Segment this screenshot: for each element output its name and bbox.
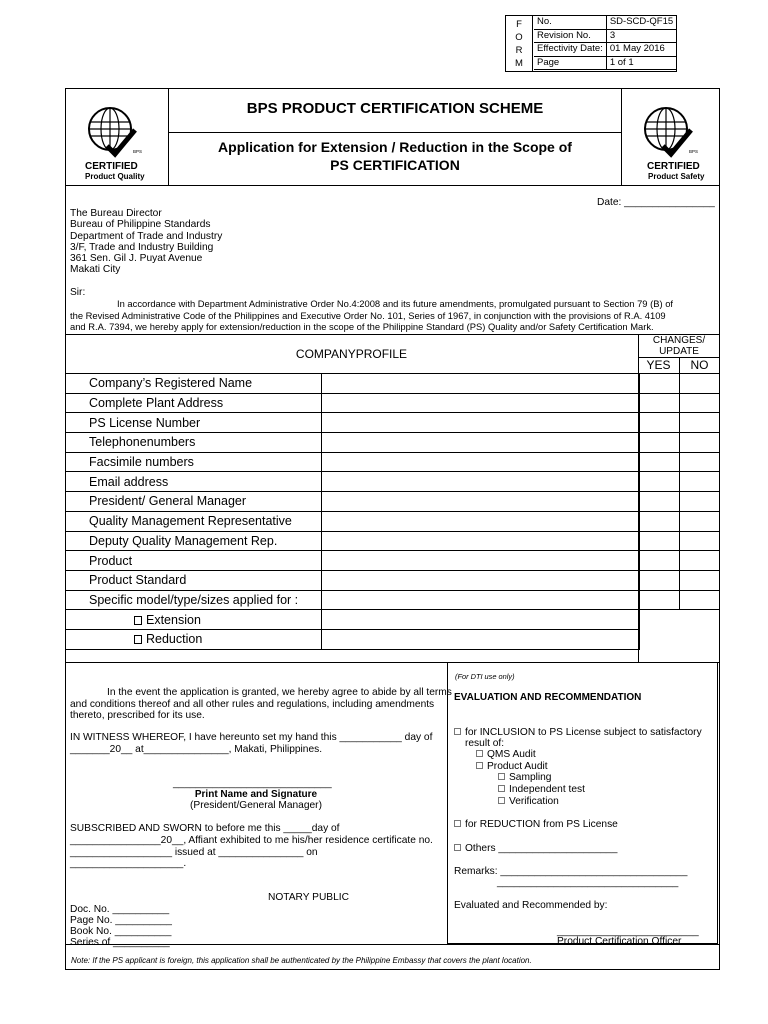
row-label: President/ General Manager	[66, 492, 322, 512]
table-row	[66, 452, 720, 472]
qms-audit-option[interactable]: QMS Audit	[476, 749, 536, 760]
checkbox-icon[interactable]	[498, 785, 505, 792]
remarks-field[interactable]: Remarks: _________________________________	[454, 866, 688, 877]
sampling-option[interactable]: Sampling	[498, 772, 551, 783]
officer-label: Product Certification Officer	[557, 936, 682, 947]
qmr-input[interactable]	[322, 511, 640, 531]
telephone-input[interactable]	[322, 433, 640, 453]
salutation: Sir:	[70, 287, 86, 298]
license-number-input[interactable]	[322, 413, 640, 433]
no-cell[interactable]	[680, 413, 720, 433]
form-no-label: No.	[534, 16, 606, 29]
table-row	[66, 413, 720, 433]
specific-model-input[interactable]	[322, 590, 640, 610]
product-audit-option[interactable]: Product Audit	[476, 761, 548, 772]
form-code-box	[505, 15, 677, 72]
company-profile-table	[65, 373, 720, 650]
checkbox-icon[interactable]	[498, 797, 505, 804]
plant-address-input[interactable]	[322, 393, 640, 413]
bps-logo-safety	[641, 102, 699, 160]
checkbox-icon[interactable]	[454, 820, 461, 827]
reduction-input[interactable]	[322, 629, 640, 649]
signature-label: Print Name and Signature	[194, 789, 318, 800]
yes-cell[interactable]	[640, 413, 680, 433]
row-label: Product Standard	[66, 570, 322, 590]
yes-cell[interactable]	[640, 393, 680, 413]
table-row	[66, 570, 720, 590]
book-no-field[interactable]: Book No. __________	[70, 926, 172, 937]
table-row	[66, 433, 720, 453]
logo-mark: BPS	[133, 149, 143, 154]
table-row	[66, 531, 720, 551]
yes-cell[interactable]	[640, 452, 680, 472]
revision-label: Revision No.	[534, 29, 606, 43]
yes-cell[interactable]	[640, 472, 680, 492]
verification-option[interactable]: Verification	[498, 796, 559, 807]
row-label: Company’s Registered Name	[66, 374, 322, 394]
no-cell[interactable]	[680, 590, 720, 610]
row-label: Telephonenumbers	[66, 433, 322, 453]
email-input[interactable]	[322, 472, 640, 492]
no-cell[interactable]	[680, 551, 720, 571]
row-label: PS License Number	[66, 413, 322, 433]
subscribed-text: SUBSCRIBED AND SWORN to before me this _____day of	[70, 823, 340, 834]
inclusion-option[interactable]: for INCLUSION to PS License subject to satisfactory	[454, 727, 702, 738]
divider	[447, 662, 448, 944]
table-row	[66, 393, 720, 413]
letter-body-line: the Revised Administrative Code of the Philippines and Executive Order No. 101, Series of 1967, in conjunction with the provisions of R.A. 4109	[70, 309, 666, 321]
letter-body-line: In accordance with Department Administrative Order No.4:2008 and its future amendments, promulgated pursuant to Section 79 (B) of	[117, 298, 674, 309]
checkbox-icon[interactable]	[134, 616, 142, 625]
revision-value: 3	[606, 29, 676, 43]
no-cell[interactable]	[680, 393, 720, 413]
table-row	[66, 472, 720, 492]
agreement-text: and conditions thereof and all other rules and regulations, including amendments	[70, 698, 435, 710]
product-input[interactable]	[322, 551, 640, 571]
subscribed-text: ____________________.	[70, 858, 187, 869]
checkbox-icon[interactable]	[476, 762, 483, 769]
yes-cell[interactable]	[640, 590, 680, 610]
bps-logo-quality	[85, 102, 143, 160]
form-code-table	[534, 16, 676, 70]
evaluated-label: Evaluated and Recommended by:	[454, 900, 608, 911]
logo-certified-label: CERTIFIED	[85, 161, 138, 172]
form-vertical-label: F O R M	[506, 16, 533, 71]
checkbox-icon[interactable]	[134, 635, 142, 644]
yes-cell[interactable]	[640, 551, 680, 571]
company-profile-heading: COMPANYPROFILE	[295, 347, 408, 361]
yes-cell[interactable]	[640, 492, 680, 512]
doc-no-field[interactable]: Doc. No. __________	[70, 904, 170, 915]
signature-line[interactable]: ____________________________	[173, 778, 332, 789]
signature-role: (President/General Manager)	[190, 800, 322, 811]
globe-check-icon	[85, 102, 143, 160]
row-label: Complete Plant Address	[66, 393, 322, 413]
divider	[65, 334, 720, 335]
no-cell[interactable]	[680, 511, 720, 531]
table-row	[66, 551, 720, 571]
no-cell[interactable]	[680, 531, 720, 551]
effectivity-value: 01 May 2016	[606, 43, 676, 57]
inclusion-text: result of:	[465, 738, 505, 749]
witness-text: IN WITNESS WHEREOF, I have hereunto set my hand this ___________ day of	[70, 732, 433, 743]
officer-signature-line[interactable]: _________________________	[557, 926, 699, 937]
notary-label: NOTARY PUBLIC	[268, 892, 349, 903]
divider	[65, 185, 720, 186]
row-label: Product	[66, 551, 322, 571]
footer-note: Note: If the PS applicant is foreign, this application shall be authenticated by the Philippine Embassy that covers the plant location.	[71, 956, 532, 965]
no-cell[interactable]	[680, 374, 720, 394]
extension-input[interactable]	[322, 610, 640, 630]
page-title: BPS PRODUCT CERTIFICATION SCHEME	[246, 100, 544, 117]
yes-cell[interactable]	[640, 374, 680, 394]
registered-name-input[interactable]	[322, 374, 640, 394]
evaluation-heading: EVALUATION AND RECOMMENDATION	[454, 692, 642, 703]
form-no-value: SD-SCD-QF15	[606, 16, 676, 29]
yes-column-header: YES	[646, 358, 671, 372]
row-label: Facsimile numbers	[66, 452, 322, 472]
yes-cell[interactable]	[640, 433, 680, 453]
yes-cell[interactable]	[640, 570, 680, 590]
checkbox-icon[interactable]	[498, 773, 505, 780]
facsimile-input[interactable]	[322, 452, 640, 472]
page-label: Page	[534, 56, 606, 70]
row-label: Email address	[66, 472, 322, 492]
globe-check-icon	[641, 102, 699, 160]
series-of-field[interactable]: Series of __________	[70, 937, 170, 948]
table-row	[66, 492, 720, 512]
yes-cell[interactable]	[640, 511, 680, 531]
no-cell[interactable]	[680, 570, 720, 590]
logo-certified-label: CERTIFIED	[647, 161, 700, 172]
table-row	[66, 590, 720, 610]
agreement-text: In the event the application is granted, we hereby agree to abide by all terms	[107, 687, 452, 698]
date-field[interactable]: Date: ________________	[597, 197, 715, 208]
divider	[168, 132, 621, 133]
no-cell[interactable]	[680, 433, 720, 453]
table-row	[66, 511, 720, 531]
changes-header-line2: UPDATE	[659, 346, 699, 357]
checkbox-icon[interactable]	[454, 844, 461, 851]
deputy-qmr-input[interactable]	[322, 531, 640, 551]
address-block: The Bureau Director Bureau of Philippine Standards Department of Trade and Industry 3/F, Trade and Industry Building 361 Sen. Gil J. Puyat Avenue Makati City	[70, 208, 223, 276]
logo-mark: BPS	[689, 149, 699, 154]
logo-sub-label: Product Safety	[648, 172, 705, 181]
reduction-option[interactable]: Reduction	[66, 629, 322, 649]
effectivity-label: Effectivity Date:	[534, 43, 606, 57]
yes-cell[interactable]	[640, 531, 680, 551]
no-column-header: NO	[690, 358, 709, 372]
row-label: Quality Management Representative	[66, 511, 322, 531]
reduction-license-option[interactable]: for REDUCTION from PS License	[454, 819, 618, 830]
no-cell[interactable]	[680, 452, 720, 472]
checkbox-icon[interactable]	[454, 728, 461, 735]
subscribed-text: __________________ issued at _______________ on	[70, 847, 318, 858]
page-subtitle-line1: Application for Extension / Reduction in the Scope of	[218, 139, 572, 155]
table-row	[66, 610, 720, 630]
subscribed-text: ________________20__, Affiant exhibited to me his/her residence certificate no.	[70, 835, 433, 846]
product-standard-input[interactable]	[322, 570, 640, 590]
no-cell[interactable]	[680, 492, 720, 512]
others-option[interactable]: Others _____________________	[454, 843, 617, 854]
divider	[717, 662, 718, 944]
no-cell[interactable]	[680, 472, 720, 492]
independent-test-option[interactable]: Independent test	[498, 784, 585, 795]
row-label: Specific model/type/sizes applied for :	[66, 590, 322, 610]
logo-sub-label: Product Quality	[85, 172, 145, 181]
changes-header-line1: CHANGES/	[652, 335, 706, 346]
table-row	[66, 629, 720, 649]
page-value: 1 of 1	[606, 56, 676, 70]
table-row	[66, 374, 720, 394]
agreement-text: thereto, prescribed for its use.	[70, 710, 205, 721]
checkbox-icon[interactable]	[476, 750, 483, 757]
divider	[65, 662, 720, 663]
divider	[621, 88, 622, 185]
letter-body-line: and R.A. 7394, we hereby apply for extension/reduction in the scope of the Philippine Standard (PS) Quality and/or Safety Certification Mark.	[70, 321, 654, 332]
remarks-field[interactable]: ________________________________	[497, 877, 679, 888]
extension-option[interactable]: Extension	[66, 610, 322, 630]
witness-text: _______20__ at_______________, Makati, Philippines.	[70, 743, 323, 755]
page-no-field[interactable]: Page No. __________	[70, 915, 172, 926]
page-subtitle-line2: PS CERTIFICATION	[330, 157, 460, 173]
dti-use-note: (For DTI use only)	[455, 672, 515, 681]
president-input[interactable]	[322, 492, 640, 512]
row-label: Deputy Quality Management Rep.	[66, 531, 322, 551]
